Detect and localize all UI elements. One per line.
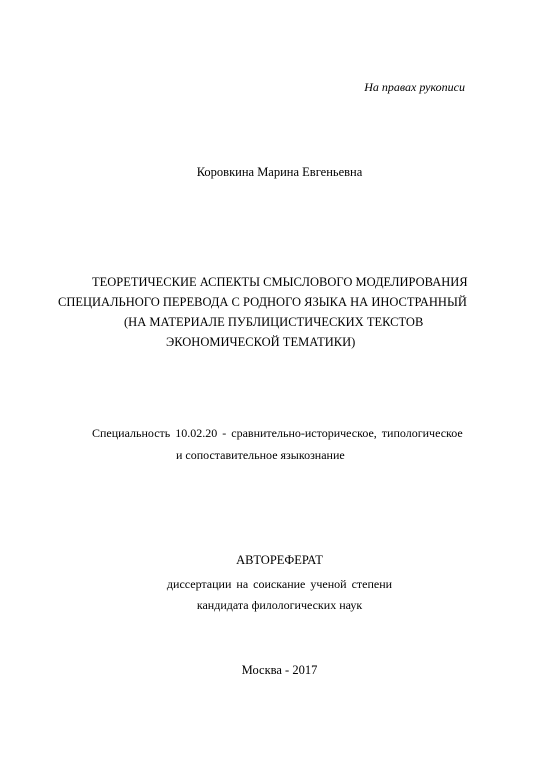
abstract-heading: АВТОРЕФЕРАТ [236, 553, 323, 567]
title-line-1: ТЕОРЕТИЧЕСКИЕ АСПЕКТЫ СМЫСЛОВОГО МОДЕЛИРОВАНИЯ [92, 275, 468, 289]
degree-line-2: кандидата филологических наук [196, 598, 363, 612]
degree-line-1: диссертации на соискание ученой степени [166, 577, 393, 591]
city-year: Москва - 2017 [241, 663, 318, 677]
specialty-line-2: и сопоставительное языкознание [176, 448, 345, 462]
specialty-line-1: Специальность 10.02.20 - сравнительно-историческое, типологическое [92, 426, 463, 440]
title-line-4: ЭКОНОМИЧЕСКОЙ ТЕМАТИКИ) [166, 335, 356, 349]
title-line-3: (НА МАТЕРИАЛЕ ПУБЛИЦИСТИЧЕСКИХ ТЕКСТОВ [124, 315, 424, 329]
title-line-2: СПЕЦИАЛЬНОГО ПЕРЕВОДА С РОДНОГО ЯЗЫКА НА ИНОСТРАННЫЙ [58, 295, 467, 309]
author-name: Коровкина Марина Евгеньевна [196, 165, 363, 179]
rights-note: На правах рукописи [364, 80, 465, 94]
